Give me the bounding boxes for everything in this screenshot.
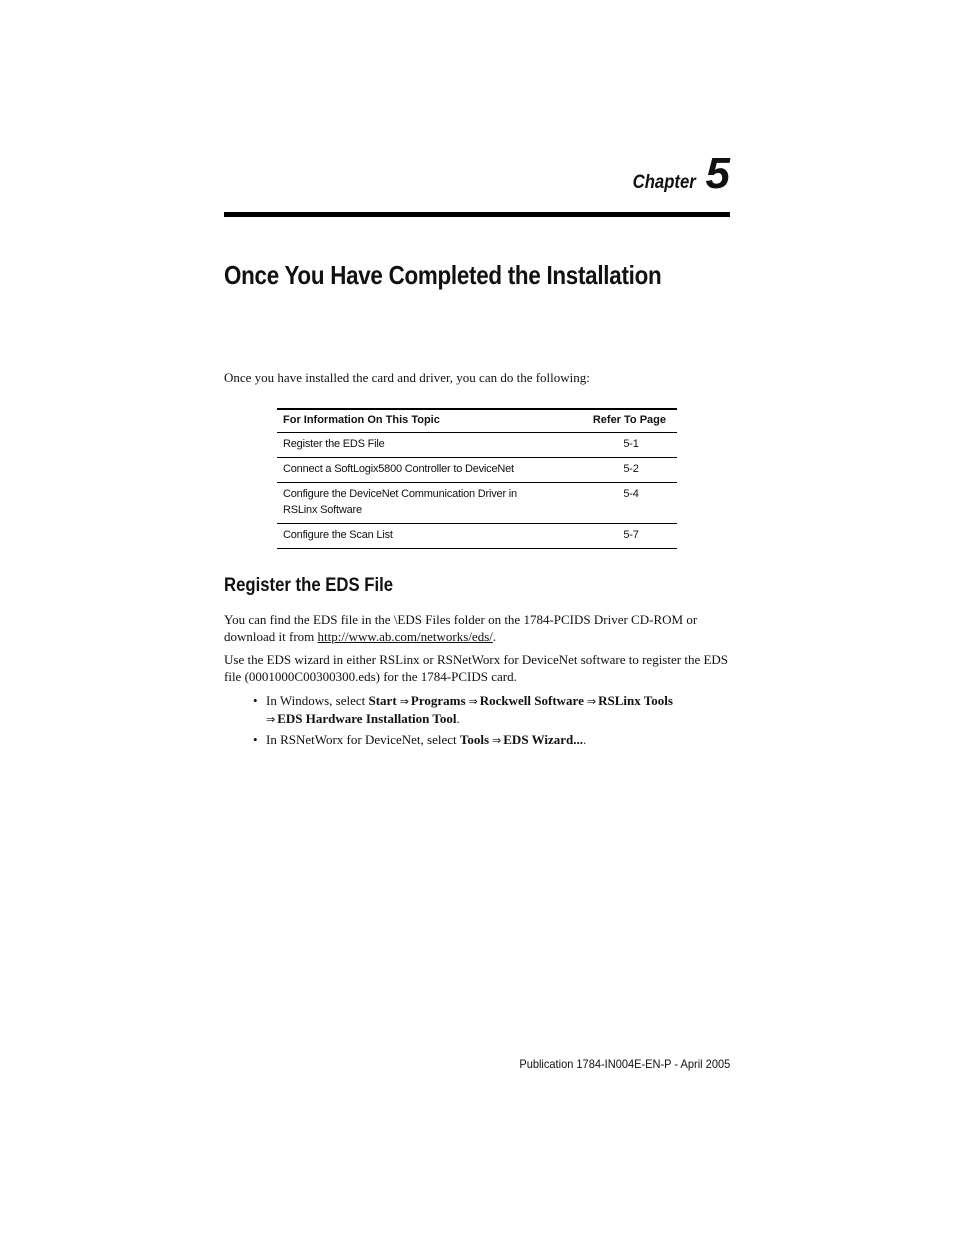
page-title: Once You Have Completed the Installation — [224, 260, 662, 290]
menu-eds-hardware-tool: EDS Hardware Installation Tool — [277, 711, 457, 726]
table-row — [277, 458, 677, 483]
list-item-windows — [266, 692, 726, 728]
page-cell: 5-4 — [561, 483, 677, 524]
page-cell: 5-7 — [561, 524, 677, 549]
topic-cell: Configure the Scan List — [277, 524, 561, 549]
topic-cell: Configure the DeviceNet Communication Driver in RSLinx Software — [277, 483, 561, 524]
list-item-rsnetworx — [266, 731, 726, 749]
eds-location-paragraph — [224, 611, 732, 645]
table-row — [277, 483, 677, 524]
section-heading: Register the EDS File — [224, 575, 394, 596]
rsnetworx-suffix: . — [582, 732, 587, 747]
table-row — [277, 433, 677, 458]
eds-wizard-paragraph: Use the EDS wizard in either RSLinx or RSNetWorx for DeviceNet software to register the EDS file (0001000C00300300.eds) for the 1784-PCIDS card. — [224, 652, 729, 684]
table-row — [277, 524, 677, 549]
menu-eds-wizard: EDS Wizard... — [503, 732, 583, 747]
chapter-rule — [224, 212, 730, 217]
topic-table — [277, 408, 677, 549]
menu-tools: Tools — [459, 732, 490, 747]
publication-footer: Publication 1784-IN004E-EN-P - April 2005 — [519, 1057, 730, 1071]
rsnetworx-prefix: In RSNetWorx for DeviceNet, select — [266, 732, 460, 747]
eds-location-end: . — [492, 629, 497, 644]
menu-start: Start — [368, 693, 397, 708]
header-page: Refer To Page — [561, 409, 677, 433]
menu-rslinx-tools: RSLinx Tools — [598, 693, 673, 708]
arrow-right-icon: ⇒ — [468, 695, 478, 708]
chapter-heading — [624, 149, 730, 198]
topic-cell: Connect a SoftLogix5800 Controller to DeviceNet — [277, 458, 561, 483]
arrow-right-icon: ⇒ — [586, 695, 597, 708]
header-topic: For Information On This Topic — [277, 409, 561, 433]
arrow-right-icon: ⇒ — [492, 734, 502, 747]
page-cell: 5-2 — [561, 458, 677, 483]
arrow-right-icon: ⇒ — [266, 713, 276, 726]
page-cell: 5-1 — [561, 433, 677, 458]
windows-suffix: . — [456, 711, 460, 726]
chapter-label: Chapter — [632, 172, 696, 193]
topic-cell: Register the EDS File — [277, 433, 561, 458]
eds-location-text: You can find the EDS file in the \EDS Files folder on the 1784-PCIDS Driver CD-ROM or download it from — [224, 612, 698, 644]
intro-text: Once you have installed the card and driver, you can do the following: — [224, 370, 590, 385]
table-header-row — [277, 409, 677, 433]
eds-download-link[interactable]: http://www.ab.com/networks/eds/ — [317, 629, 493, 644]
menu-programs: Programs — [410, 693, 466, 708]
windows-prefix: In Windows, select — [266, 693, 369, 708]
menu-rockwell-software: Rockwell Software — [479, 693, 584, 708]
chapter-number: 5 — [705, 149, 730, 198]
arrow-right-icon: ⇒ — [399, 695, 409, 708]
instruction-list — [266, 692, 726, 752]
